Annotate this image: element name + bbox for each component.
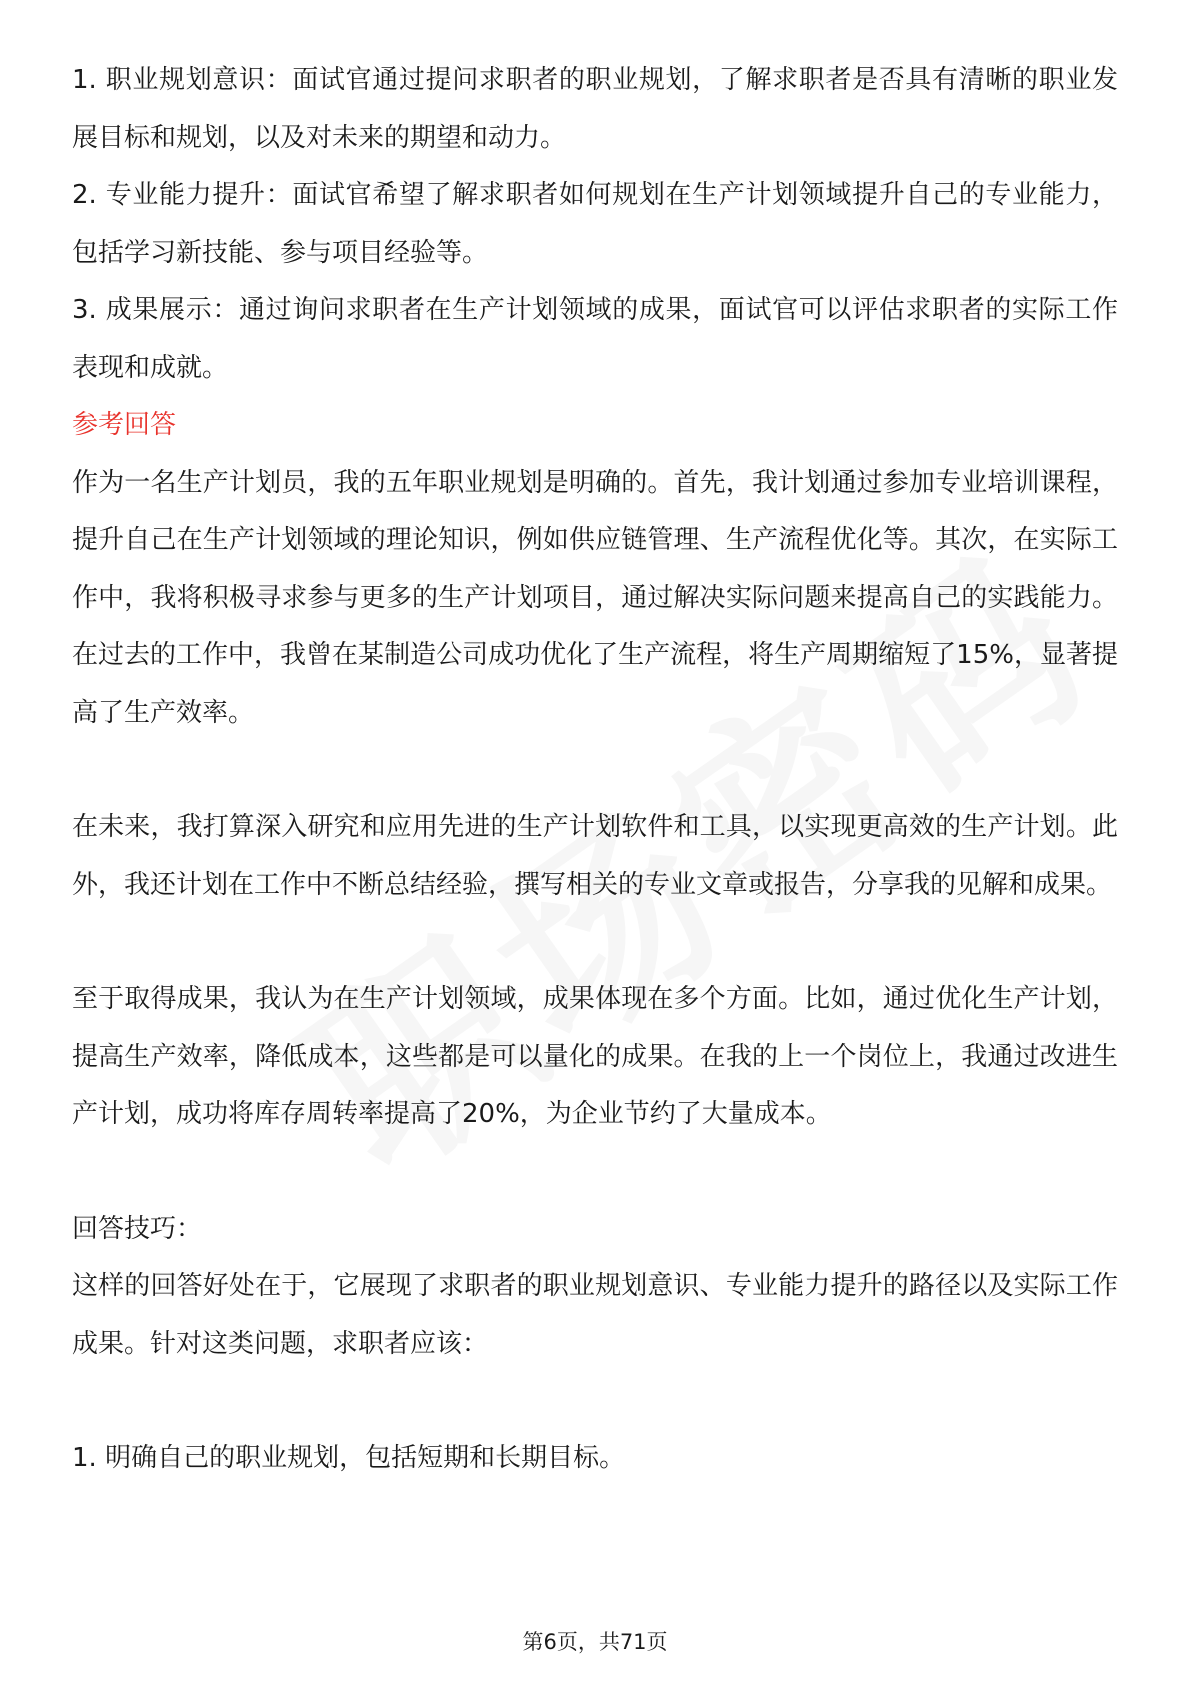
document-page [72,52,1118,1488]
intro-point-1: 1. 职业规划意识：面试官通过提问求职者的职业规划，了解求职者是否具有清晰的职业发展目标和规划，以及对未来的期望和动力。 [72,65,1118,153]
answer-paragraph-3: 至于取得成果，我认为在生产计划领域，成果体现在多个方面。比如，通过优化生产计划，提高生产效率，降低成本，这些都是可以量化的成果。在我的上一个岗位上，我通过改进生产计划，成功将库存周转率提高了20%，为企业节约了大量成本。 [72,984,1118,1129]
answer-paragraph-2: 在未来，我打算深入研究和应用先进的生产计划软件和工具，以实现更高效的生产计划。此外，我还计划在工作中不断总结经验，撰写相关的专业文章或报告，分享我的见解和成果。 [72,812,1118,900]
tips-intro: 这样的回答好处在于，它展现了求职者的职业规划意识、专业能力提升的路径以及实际工作成果。针对这类问题，求职者应该： [72,1271,1118,1359]
paragraph-gap [72,1144,1118,1201]
answer-paragraph-1: 作为一名生产计划员，我的五年职业规划是明确的。首先，我计划通过参加专业培训课程，提升自己在生产计划领域的理论知识，例如供应链管理、生产流程优化等。其次，在实际工作中，我将积极寻求参与更多的生产计划项目，通过解决实际问题来提高自己的实践能力。在过去的工作中，我曾在某制造公司成功优化了生产流程，将生产周期缩短了15%，显著提高了生产效率。 [72,467,1118,728]
paragraph-gap [72,742,1118,799]
intro-point-2: 2. 专业能力提升：面试官希望了解求职者如何规划在生产计划领域提升自己的专业能力，包括学习新技能、参与项目经验等。 [72,180,1118,268]
intro-point-3: 3. 成果展示：通过询问求职者在生产计划领域的成果，面试官可以评估求职者的实际工作表现和成就。 [72,295,1118,383]
tips-heading: 回答技巧： [72,1213,203,1244]
tips-point-1: 1. 明确自己的职业规划，包括短期和长期目标。 [72,1443,626,1473]
page-number: 第6页，共71页 [522,1630,668,1654]
reference-answer-heading: 参考回答 [72,410,177,440]
paragraph-gap [72,1373,1118,1430]
paragraph-gap [72,914,1118,971]
